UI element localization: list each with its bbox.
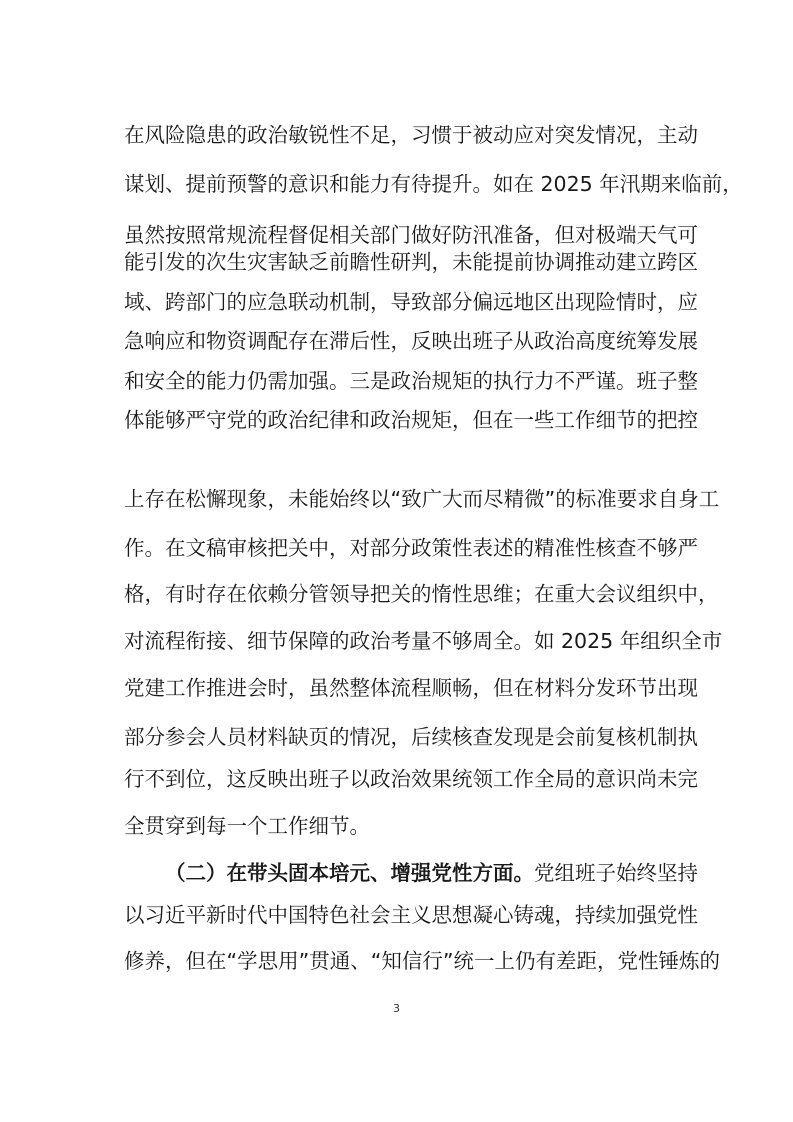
page-number: 3 [393,1002,400,1015]
body-text-line: 全贯穿到每一个工作细节。 [124,814,370,838]
body-text-line: 体能够严守党的政治纪律和政治规矩，但在一些工作细节的把控 [124,408,698,432]
body-text-line: 能引发的次生灾害缺乏前瞻性研判，未能提前协调推动建立跨区 [124,250,698,274]
body-text-line: 部分参会人员材料缺页的情况，后续核查发现是会前复核机制执 [124,725,698,749]
body-text-line: 行不到位，这反映出班子以政治效果统领工作全局的意识尚未完 [124,767,698,791]
body-text-line: 以习近平新时代中国特色社会主义思想凝心铸魂，持续加强党性 [124,903,698,927]
body-text-span: 党组班子始终坚持 [534,861,698,885]
body-text-line: 在风险隐患的政治敏锐性不足，习惯于被动应对突发情况，主动 [124,123,698,147]
body-text-line: 域、跨部门的应急联动机制，导致部分偏远地区出现险情时，应 [124,290,698,314]
body-text-line: 作。在文稿审核把关中，对部分政策性表述的精准性核查不够严 [124,536,698,560]
body-text-line: 对流程衔接、细节保障的政治考量不够周全。如 2025 年组织全市 [124,629,723,653]
body-text-line: 上存在松懈现象，未能始终以“致广大而尽精微”的标准要求自身工 [124,487,720,511]
body-text-line: 和安全的能力仍需加强。三是政治规矩的执行力不严谨。班子整 [124,369,698,393]
body-text-line: 虽然按照常规流程督促相关部门做好防汛准备，但对极端天气可 [124,223,698,247]
body-text-line: 谋划、提前预警的意识和能力有待提升。如在 2025 年汛期来临前， [124,172,743,196]
section-heading: （二）在带头固本培元、增强党性方面。 [165,861,534,885]
body-text-line: 党建工作推进会时，虽然整体流程顺畅，但在材料分发环节出现 [124,676,698,700]
body-text-line: 修养，但在“学思用”贯通、“知信行”统一上仍有差距，党性锤炼的 [124,949,720,973]
body-text-line: 格，有时存在依赖分管领导把关的惰性思维；在重大会议组织中， [124,582,719,606]
body-text-line: 急响应和物资调配存在滞后性，反映出班子从政治高度统筹发展 [124,329,698,353]
section-heading-line [165,856,698,890]
